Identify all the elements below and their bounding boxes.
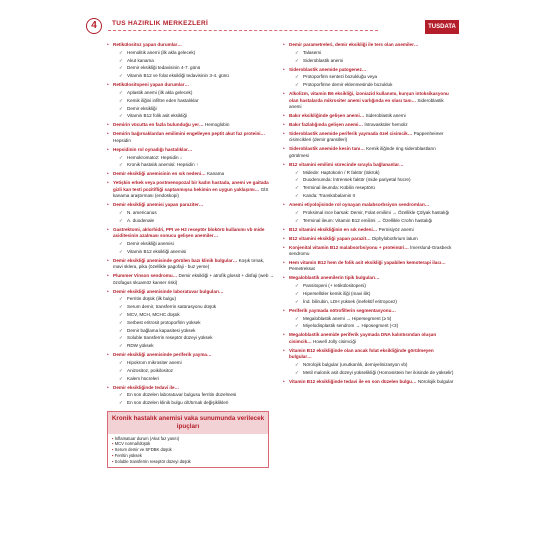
bullet-icon: • [107,384,109,390]
check-icon: ✓ [295,323,299,329]
sub-item-text: Kemik iliğini infiltre eden hastalıklar [127,97,199,103]
sub-item-text: Nörolojik bulgular (unutkanlık, demiyelinizasyon vb) [303,362,408,367]
tip-box-title: Kronik hastalık anemisi vaka sunumunda verilecek ipuçları [108,412,268,434]
check-icon: ✓ [295,49,299,55]
answer-text: Pernisiyöz anemi [378,226,414,232]
question-text: Demirin vücutta en fazla bulunduğu yer… [113,122,204,128]
answer-text: İmerslund-Grasbeck sendromu [289,244,452,256]
sub-item-text: Miyelodisplastik sendrom → Hiposegment (<3) [303,323,399,329]
qa-item [107,82,275,120]
header-title: TUS HAZIRLIK MERKEZLERİ [112,20,209,27]
sub-item-text: Duodenumda: İntrensek faktör (mide pariyetal hücre) [303,177,411,183]
check-icon: ✓ [119,319,123,325]
sub-item-text: Demir eksikliği [127,105,157,111]
answer-text: Pappenheimer cisimcikleri (demir granülleri) [289,131,444,143]
sub-item [289,82,455,88]
sub-item-text: A. duodenale [127,217,155,223]
qa-item [107,227,275,255]
bullet-icon: • [107,288,109,294]
bullet-icon: • [283,226,285,232]
qa-item [283,146,455,159]
sub-item-text: En son düzelen laboratuvar bulgusu ferritin düzelmesi [127,392,237,398]
sub-item [289,283,455,289]
qa-item [107,147,275,169]
check-icon: ✓ [119,240,123,246]
sub-item-text: Ferritin düşük (ilk bulgu) [127,296,177,302]
check-icon: ✓ [119,113,123,119]
check-icon: ✓ [119,248,123,254]
sub-item-text: Hipersellüler kemik iliği (mavi ilik) [303,291,371,296]
bullet-icon: • [107,171,109,177]
sub-item-text: Aplastik anemi (ilk akla gelecek) [127,89,193,95]
sub-item [113,328,275,334]
sub-item-text: Demir eksikliği tedavisinin 4-7. günü [127,65,201,71]
sub-item-text: Hemokromatoz: Hepsidin ↓ [127,154,183,160]
check-icon: ✓ [119,49,123,55]
bullet-icon: • [283,161,285,167]
qa-item [283,348,455,376]
check-icon: ✓ [119,359,123,365]
bullet-icon: • [283,347,285,353]
sub-item-text: Kanda: Transkobalamin II [303,193,356,198]
sub-item-text: Kalem hücreleri [127,375,159,381]
question-text: Vitamin B12 eksikliğinde olan ancak folat eksikliğinde görülmeyen bulgular… [289,347,434,360]
question-text: Demir eksikliği anemisinin en sık nedeni… [113,171,206,177]
check-icon: ✓ [119,217,123,223]
qa-item [283,245,455,258]
sub-item-text: Vitamin B12 ve folat eksikliği tedavisinin 3-4. günü [127,73,229,79]
answer-text: Pemetreksat [289,266,315,272]
check-icon: ✓ [119,105,123,111]
right-column [283,42,455,388]
sub-item-text: En son düzelen klinik bulgu cilt/tırnak değişiklikleri [127,400,229,406]
check-icon: ✓ [295,362,299,367]
qa-item [283,67,455,89]
question-text: Periferik yaymada nötrofillerin segmentasyonu… [289,307,396,313]
header-divider [108,30,378,31]
answer-text: Nörolojik bulgular [417,378,454,384]
bullet-icon: • [283,66,285,72]
question-text: Sideroblastik anemide patogenez… [289,66,367,72]
check-icon: ✓ [119,154,123,160]
sub-item [113,98,275,104]
qa-item [107,352,275,382]
question-text: Demir eksikliği anemisinde laboratuvar bulguları… [113,288,224,294]
qa-item [283,308,455,330]
bullet-icon: • [283,113,285,118]
question-text: B12 vitamini eksikliği yapan parazit… [289,235,371,241]
sub-item-text: Megaloblastik anemi → Hipersegment (≥ 5) [303,315,392,321]
bullet-icon: • [283,244,285,250]
sub-item [289,316,455,322]
bullet-icon: • [283,378,285,384]
question-text: Konjenital vitamin B12 malabsorbsiyonu + proteinüri… [289,244,409,250]
sub-item-text: Akut kanama [127,57,154,63]
sub-item [289,299,455,305]
question-text: Megaloblastik anemide periferik yaymada DNA kalıntısından oluşan cisimcik… [289,332,437,344]
bullet-icon: • [283,122,285,127]
sub-item-text: Metil malonik asit düzeyi yükselikliği (Homosistein her ikisinde de yükselir) [303,369,454,375]
sub-item-text: Anizositoz, poikilositoz [127,367,173,373]
qa-item [107,258,275,271]
check-icon: ✓ [119,392,123,398]
answer-text: Koşık tırnak, mavi sklera, pika (özellikle pagofaji - buz yeme) [113,257,265,270]
sub-item [289,177,455,183]
qa-item [107,171,275,177]
sub-item [113,241,275,247]
check-icon: ✓ [295,177,299,183]
check-icon: ✓ [119,65,123,71]
check-icon: ✓ [295,369,299,375]
check-icon: ✓ [119,335,123,341]
tip-box-body [108,434,268,467]
sub-item [289,185,455,191]
qa-item [283,236,455,242]
sub-item [113,90,275,96]
check-icon: ✓ [295,169,299,175]
sub-item [113,106,275,112]
question-text: Plummer Vinson sendromu… [113,273,178,279]
question-text: Vitamin B12 eksikliğinde tedavi ile en son düzelen bulgu… [289,378,417,384]
sub-item [289,210,455,216]
sub-item-text: Pansitopeni (+ retikülositopeni) [303,283,366,289]
bullet-icon: • [283,275,285,281]
sub-item [113,312,275,318]
question-text: B12 vitamini emilimi sürecinde sırayla bağlananlar… [289,161,404,167]
qa-item [107,202,275,224]
bullet-icon: • [107,273,109,279]
sub-item [113,392,275,398]
sub-item-text: Hipokrom mikrositer anemi [127,359,182,365]
question-text: Demir parametreleri, demir eksikliği ile ters olan anemiler… [289,42,419,47]
check-icon: ✓ [119,296,123,302]
qa-item [107,289,275,350]
check-icon: ✓ [295,74,299,80]
check-icon: ✓ [119,327,123,333]
check-icon: ✓ [119,375,123,381]
tip-box-item: ▪ MCV normal/düşük [112,441,264,447]
question-text: Hepsidinin rol oynadığı hastalıklar… [113,146,193,152]
answer-text: Kemik iliğinde ring sideroblastların görülmesi [289,146,436,158]
question-text: Bakır eksikliğinde gelişen anemi… [289,113,365,118]
question-text: Alkolizm, vitamin B6 eksikliği, izoniazid kullanımı, kurşun intoksikasyonu olan hastalarda mikrositer anemi varlığında en olası tanı… [289,91,449,103]
bullet-icon: • [107,131,109,137]
sub-item-text: Serbest eritrosit protoporfirin yüksek [127,319,201,325]
answer-text: Hepsidin [113,137,131,143]
sub-item [113,210,275,216]
sub-item [113,304,275,310]
sub-item-text: İnd. bilirubin, LDH yüksek (inefektif eritropoez) [303,298,397,304]
check-icon: ✓ [295,283,299,289]
question-text: Demir eksikliği anemisinde görülen bazı klinik bulgular… [113,257,238,263]
bullet-icon: • [107,352,109,358]
bullet-icon: • [107,146,109,152]
qa-item [107,180,275,199]
bullet-icon: • [283,307,285,313]
sub-item [113,296,275,302]
sub-item [113,113,275,119]
sub-item-text: MCV, MCH, MCHC düşük [127,311,180,317]
sub-item [289,218,455,224]
sub-item [289,58,455,64]
answer-text: İntravasküler hemoliz [364,122,408,127]
qa-item [283,42,455,64]
qa-item [107,42,275,80]
sub-item [289,370,455,376]
sub-item [289,291,455,297]
check-icon: ✓ [295,298,299,304]
qa-item [283,202,455,224]
sub-item [289,74,455,80]
bullet-icon: • [107,202,109,208]
question-text: Yetişkin erkek veya postmenopozal bir kadın hastada, anemi ve gaitada gizli kan testi pozitifliği saptanmışsa hekimin en uygun yaklaşımı… [113,180,269,192]
qa-item [107,131,275,144]
qa-item [107,273,275,286]
tip-box-item: ▪ Soluble transferrin reseptör düzeyi düşük [112,459,264,465]
answer-text: Kanama [206,171,225,177]
sub-item-text: Demir bağlama kapasitesi yüksek [127,327,196,333]
sub-item [289,170,455,176]
check-icon: ✓ [295,209,299,215]
question-text: Demir eksikliğinde tedavi ile… [113,384,180,390]
check-icon: ✓ [295,185,299,191]
question-text: Sideroblastik anemide periferik yaymada özel cisimcik… [289,131,413,136]
question-text: Bakır fazlalığında gelişen anemi… [289,122,364,127]
answer-text: Sideroblastik anemi [289,97,444,109]
qa-item [283,113,455,119]
check-icon: ✓ [119,162,123,168]
sub-item [113,360,275,366]
bullet-icon: • [107,42,109,47]
check-icon: ✓ [119,97,123,103]
answer-text: Hemoglobin [204,122,230,128]
check-icon: ✓ [295,291,299,296]
left-column [107,42,275,468]
qa-item [283,122,455,128]
qa-item [283,227,455,233]
sub-item [113,155,275,161]
qa-item [283,379,455,385]
check-icon: ✓ [295,82,299,88]
sub-item-text: Terminal ileumda: Kübilin reseptörü [303,185,375,191]
question-text: Demir eksikliği anemisinde periferik yayma… [113,352,212,358]
sub-item-text: Kronik hastalık anemisi: Hepsidin ↑ [127,162,199,168]
question-text: Demirin bağırsaklardan emilimini engelleyen peptit akut faz proteini… [113,131,266,137]
answer-text: Diphylobothrium latum [371,235,418,241]
check-icon: ✓ [119,343,123,349]
sub-item-text: Hemolitik anemi (ilk akla gelecek) [127,49,196,55]
check-icon: ✓ [119,304,123,310]
sub-item [113,249,275,255]
check-icon: ✓ [295,217,299,223]
sub-item-text: Terminal ileum: Vitamin B12 emilimi → Özellikle Crohn hastalığı [303,217,433,223]
bullet-icon: • [283,332,285,338]
bullet-icon: • [283,91,285,97]
check-icon: ✓ [119,400,123,406]
bullet-icon: • [283,131,285,136]
sub-item-text: Proksimal ince barsak: Demir, Folat emilimi → Özellikle Çölyak hastalığı [303,209,450,215]
sub-item [289,323,455,329]
sub-item-text: RDW yüksek [127,343,154,349]
bullet-icon: • [107,180,109,186]
check-icon: ✓ [119,89,123,95]
sub-item [113,65,275,71]
check-icon: ✓ [295,57,299,63]
sub-item [113,343,275,349]
sub-item [113,218,275,224]
bullet-icon: • [283,42,285,47]
sub-item [289,50,455,56]
publisher-logo: TUSDATA [425,20,459,34]
tip-box-item: ▪ Serum demir ve SFDBK düşük [112,447,264,453]
question-text: B12 vitamini eksikliğinin en sık nedeni… [289,226,378,232]
sub-item-text: Demir eksikliği anemisi [127,240,174,246]
sub-item-text: Serum demir, transferrin satürasyonu düşük [127,304,217,310]
sub-item-text: Protoporfirin sentezi bozukluğu veya [303,74,378,80]
question-text: Anemi etiyolojisinde rol oynayan malabsorbsiyon sendromları… [289,202,430,207]
qa-item [283,131,455,144]
qa-item [283,275,455,305]
sub-item [113,335,275,341]
sub-item [113,73,275,79]
answer-text: GİS kanama araştırması (endoskopi) [113,186,269,199]
bullet-icon: • [107,257,109,263]
tip-box-item: ▪ Ferritin yüksek [112,453,264,459]
sub-item [113,400,275,406]
tip-box [107,411,269,468]
sub-item-text: Sideroblastik anemi [303,57,344,63]
qa-item [107,122,275,128]
qa-item [283,162,455,200]
qa-item [283,260,455,273]
question-text: Demir eksikliği anemisi yapan paraziter… [113,202,204,208]
sub-item [113,376,275,382]
question-text: Retikülositopeni yapan durumlar… [113,82,190,88]
sub-item [113,58,275,64]
question-text: Sideroblastik anemide kesin tanı… [289,146,365,152]
answer-text: Demir eksikliği + atrofik glossit + disfaji (web → özofagus skuamöz kanser riski) [113,273,275,285]
page-number: 4 [86,18,102,34]
question-text: Retikülositoz yapan durumlar… [113,42,182,47]
check-icon: ✓ [119,57,123,63]
check-icon: ✓ [119,73,123,79]
qa-item [107,385,275,407]
sub-item [289,362,455,368]
sub-item-text: N. americanus [127,209,157,215]
sub-item-text: Protoporfirine demir eklenmesinde bozukluk [303,82,393,88]
qa-item [283,91,455,110]
answer-text: Howell Jolly cisimciği [313,338,356,344]
sub-item [113,320,275,326]
bullet-icon: • [107,226,109,232]
bullet-icon: • [283,146,285,152]
check-icon: ✓ [119,367,123,373]
answer-text: Sideroblastik anemi [365,113,406,118]
sub-item [113,162,275,168]
question-text: Megaloblastik anemilerin tipik bulguları… [289,275,380,281]
check-icon: ✓ [119,311,123,317]
sub-item [289,193,455,199]
sub-item-text: Talasemi [303,49,322,55]
qa-item [283,332,455,345]
bullet-icon: • [283,235,285,241]
check-icon: ✓ [295,315,299,321]
sub-item-text: Midede: Haptokorin / R faktör (tükrük) [303,169,380,175]
check-icon: ✓ [295,193,299,198]
tip-box-item: ▪ İnflamatuar durum (Akut faz yanıtı) [112,436,264,442]
bullet-icon: • [283,202,285,207]
sub-item [113,50,275,56]
question-text: Gastrektomi, aklorhidri, PPI ve H2 reseptör blokörü kullanımı vb mide asiditesinin azalması sonucu gelişen anemiler… [113,226,265,239]
sub-item-text: Soluble transferrin reseptör düzeyi yüksek [127,335,213,341]
bullet-icon: • [107,122,109,128]
bullet-icon: • [107,82,109,88]
sub-item-text: Vitamin B12 eksikliği anemisi [127,248,187,254]
bullet-icon: • [283,260,285,265]
sub-item [113,368,275,374]
check-icon: ✓ [119,209,123,215]
sub-item-text: Vitamin B12 folik asit eksikliği [127,113,187,119]
question-text: Hem vitamin B12 hem de folik asit eksikliği yapabilen kemoterapi ilacı… [289,260,446,265]
